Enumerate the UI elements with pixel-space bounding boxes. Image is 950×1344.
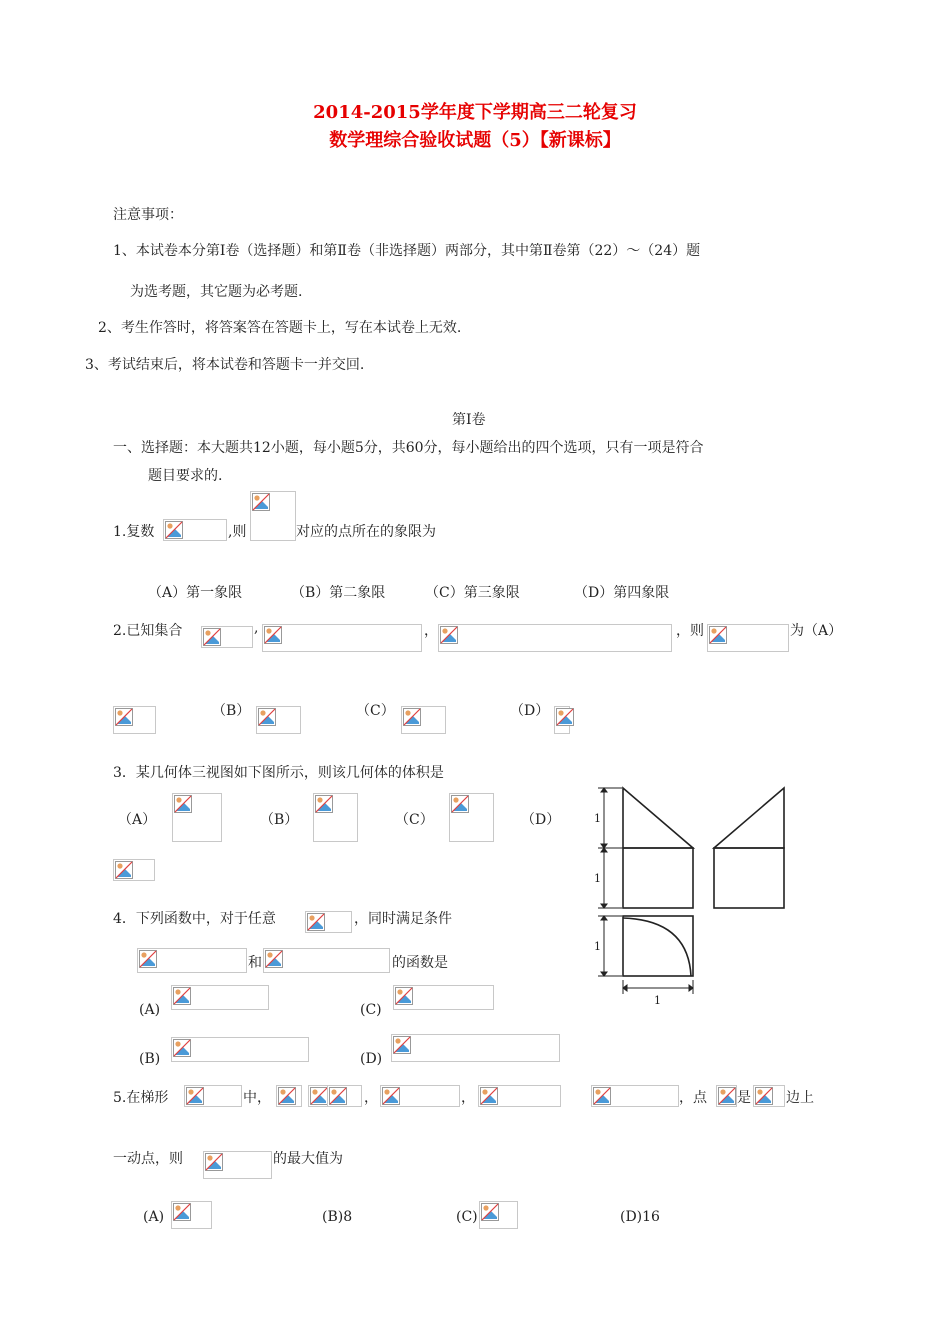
formula-image [380, 1085, 460, 1107]
section-intro-cont: 题目要求的. [148, 468, 223, 484]
formula-image [753, 1085, 785, 1107]
formula-image [391, 1034, 560, 1062]
q1-option-b: （B）第二象限 [291, 585, 386, 601]
q4-stem: 4．下列函数中，对于任意 [113, 911, 276, 927]
q1-stem: 1.复数 [113, 524, 155, 540]
q2-comma: ， [424, 623, 438, 639]
q5-mid: 中， [243, 1090, 271, 1106]
q1-option-a: （A）第一象限 [148, 585, 243, 601]
q5-option-d: (D)16 [620, 1209, 660, 1225]
three-view-figure [590, 780, 810, 1020]
q2-option-d: （D） [510, 703, 550, 719]
formula-image [171, 1201, 212, 1229]
formula-image [401, 706, 446, 734]
formula-image [171, 1037, 309, 1062]
volume-heading: 第Ⅰ卷 [452, 412, 486, 428]
formula-image [276, 1085, 302, 1107]
formula-image [438, 624, 672, 652]
formula-image [707, 624, 789, 652]
q2-option-b: （B） [212, 703, 251, 719]
q1-option-d: （D）第四象限 [574, 585, 670, 601]
q3-stem: 3．某几何体三视图如下图所示，则该几何体的体积是 [113, 765, 444, 781]
formula-image [263, 948, 390, 973]
formula-image [393, 985, 494, 1010]
formula-image [313, 793, 358, 842]
q5-line2-end: 的最大值为 [273, 1151, 343, 1167]
q1-stem-end: 对应的点所在的象限为 [296, 524, 436, 540]
formula-image [256, 706, 301, 734]
q5-point: ，点 [679, 1090, 707, 1106]
q4-option-b: (B) [139, 1051, 161, 1067]
page-title: 2014-2015学年度下学期高三二轮复习 [313, 102, 637, 123]
q2-stem: 2.已知集合 [113, 623, 183, 639]
q3-option-b: （B） [260, 812, 299, 828]
q5-is: 是 [737, 1090, 751, 1106]
dimension-label: 1 [594, 940, 601, 953]
notice-item-1-cont: 为选考题，其它题为必考题. [130, 284, 303, 300]
q2-option-c: （C） [356, 703, 395, 719]
q4-func: 的函数是 [392, 955, 448, 971]
notice-item-2: 2、考生作答时，将答案答在答题卡上，写在本试卷上无效. [98, 320, 462, 336]
q2-comma: , [254, 620, 259, 636]
formula-image [113, 859, 155, 881]
dimension-label: 1 [594, 872, 601, 885]
page-subtitle: 数学理综合验收试题（5）【新课标】 [329, 130, 621, 151]
q3-option-c: （C） [395, 812, 434, 828]
formula-image [591, 1085, 679, 1107]
q5-option-a: (A) [143, 1209, 165, 1225]
q4-and: 和 [248, 955, 262, 971]
q2-is: 为（A） [790, 623, 843, 639]
q5-edge: 边上 [786, 1090, 814, 1106]
dimension-label: 1 [594, 812, 601, 825]
q5-line2: 一动点，则 [113, 1151, 183, 1167]
formula-image [163, 519, 227, 541]
formula-image [554, 706, 570, 734]
formula-image [305, 911, 352, 933]
q2-then: ，则 [676, 623, 704, 639]
q5-comma: ， [461, 1090, 475, 1106]
formula-image [172, 793, 222, 842]
q5-stem: 5.在梯形 [113, 1090, 169, 1106]
q4-stem-cont: ，同时满足条件 [354, 911, 452, 927]
formula-image [171, 985, 269, 1010]
notice-item-3: 3、考试结束后，将本试卷和答题卡一并交回. [85, 357, 365, 373]
q4-option-d: (D) [360, 1051, 383, 1067]
notice-heading: 注意事项： [113, 207, 183, 223]
formula-image [184, 1085, 242, 1107]
formula-image [479, 1201, 518, 1229]
q5-option-b: (B)8 [322, 1209, 353, 1225]
formula-image [201, 626, 253, 648]
formula-image [137, 948, 247, 973]
q4-option-c: (C) [360, 1002, 382, 1018]
q1-option-c: （C）第三象限 [425, 585, 520, 601]
q1-stem-then: ,则 [228, 524, 247, 540]
notice-item-1: 1、本试卷本分第Ⅰ卷（选择题）和第Ⅱ卷（非选择题）两部分，其中第Ⅱ卷第（22）～（24）题 [113, 243, 701, 259]
formula-image [478, 1085, 561, 1107]
q3-option-a: （A） [118, 812, 157, 828]
q5-option-c: (C) [456, 1209, 478, 1225]
section-intro: 一、选择题：本大题共12小题，每小题5分，共60分，每小题给出的四个选项，只有一项是符合 [113, 440, 704, 456]
formula-image [327, 1085, 362, 1107]
formula-image [203, 1151, 272, 1179]
q3-option-d: （D） [521, 812, 561, 828]
formula-image [262, 624, 422, 652]
formula-image [250, 491, 296, 541]
q5-comma: ， [364, 1090, 378, 1106]
q4-option-a: (A) [139, 1002, 161, 1018]
dimension-label: 1 [654, 994, 661, 1007]
formula-image [716, 1085, 737, 1107]
formula-image [113, 706, 156, 734]
formula-image [449, 793, 494, 842]
